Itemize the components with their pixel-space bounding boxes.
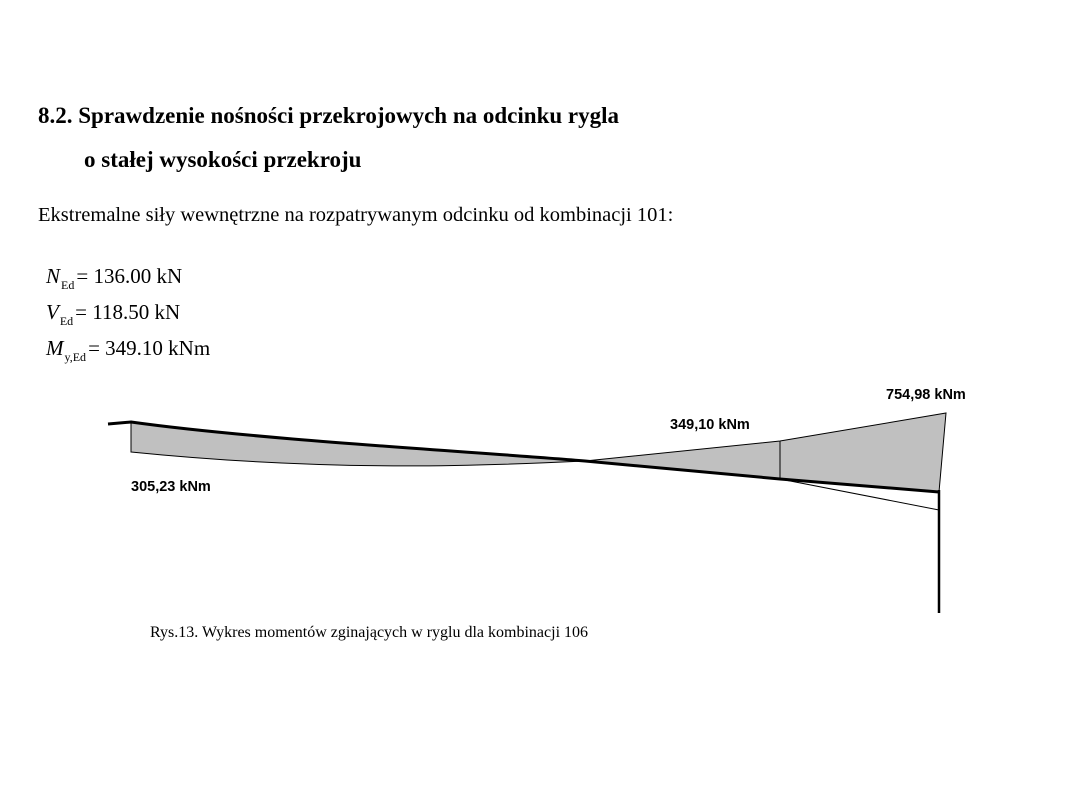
moment-label-right: 754,98 kNm — [886, 387, 966, 403]
force-row-n — [46, 258, 210, 294]
internal-forces-list — [46, 258, 210, 366]
figure-caption: Rys.13. Wykres momentów zginających w ryglu dla kombinacji 106 — [150, 624, 589, 641]
force-value: = 136.00 kN — [76, 264, 183, 288]
force-symbol: M — [46, 336, 64, 360]
force-row-v — [46, 294, 210, 330]
section-heading — [38, 94, 619, 182]
moment-area-right — [585, 413, 946, 492]
bending-moment-diagram — [0, 380, 1080, 620]
force-subscript: y,Ed — [64, 350, 87, 364]
section-number: 8.2. — [38, 103, 73, 128]
force-subscript: Ed — [59, 314, 74, 328]
section-title-line2: o stałej wysokości przekroju — [84, 147, 362, 172]
force-value: = 349.10 kNm — [88, 336, 211, 360]
force-row-m — [46, 330, 210, 366]
force-symbol: V — [46, 300, 59, 324]
section-title: Sprawdzenie nośności przekrojowych na odcinku rygla — [78, 103, 620, 128]
moment-fill-right — [585, 413, 946, 492]
moment-label-left: 305,23 kNm — [131, 479, 211, 495]
force-value: = 118.50 kN — [75, 300, 181, 324]
force-subscript: Ed — [61, 278, 75, 292]
moment-label-mid: 349,10 kNm — [670, 417, 750, 433]
force-symbol: N — [46, 264, 61, 288]
intro-paragraph: Ekstremalne siły wewnętrzne na rozpatrywanym odcinku od kombinacji 101: — [38, 204, 674, 226]
section-title-line1 — [38, 94, 619, 138]
